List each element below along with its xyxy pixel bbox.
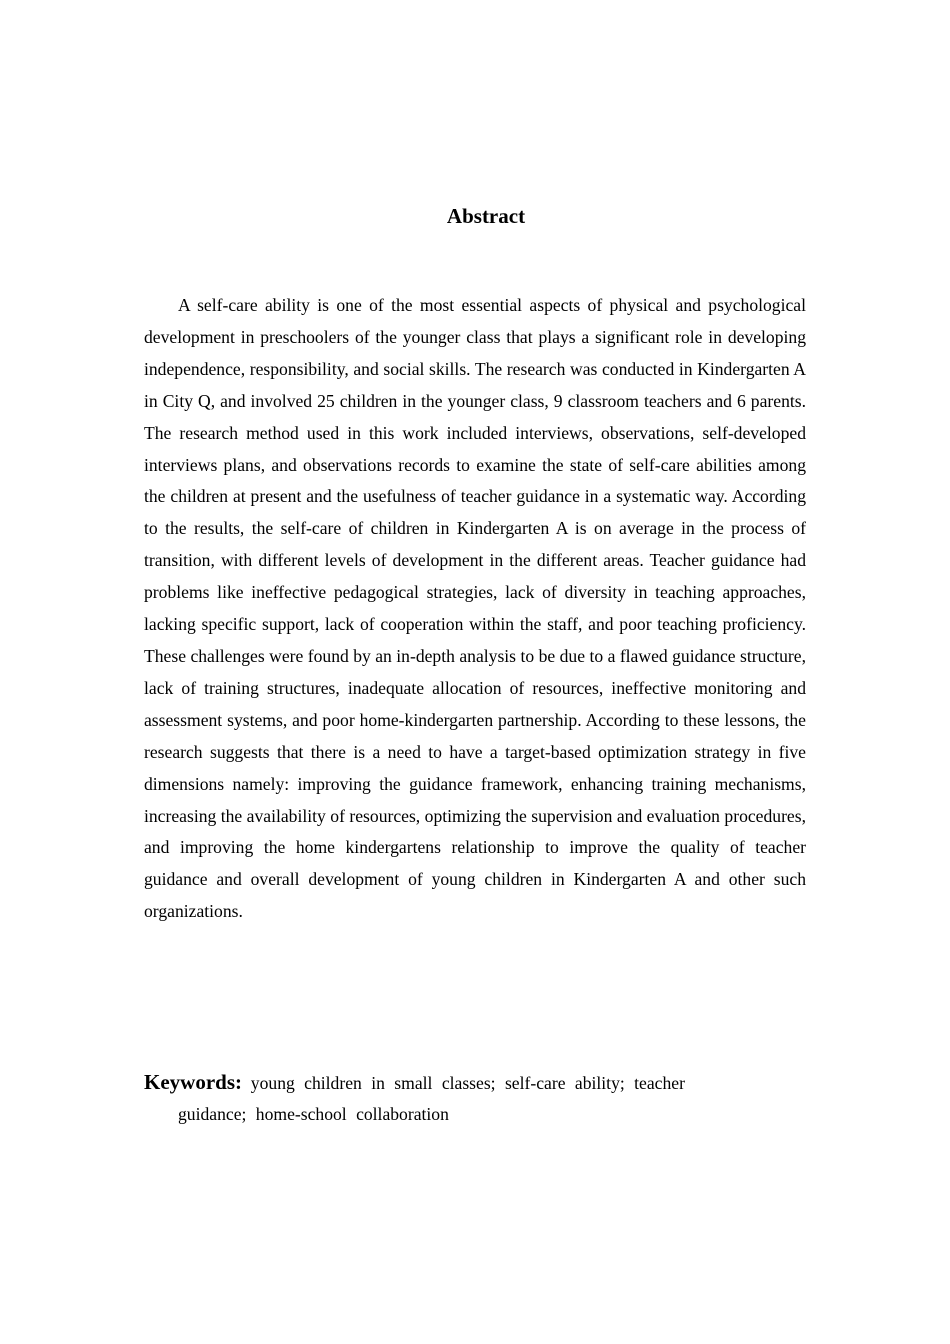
abstract-heading: Abstract — [446, 204, 526, 228]
keywords-text-2: guidance; home-school collaboration — [178, 1104, 449, 1124]
keywords-line-2 — [144, 1099, 744, 1130]
keywords-label: Keywords: — [144, 1070, 242, 1094]
abstract-body: A self-care ability is one of the most essential aspects of physical and psychological development in preschoolers of the younger class that plays a significant role in developing independence, responsibility, and social skills. The research was conducted in Kindergarten A in City Q, and involved 25 children in the younger class, 9 classroom teachers and 6 parents. The research method used in this work included interviews, observations, self-developed interviews plans, and observations records to examine the state of self-care abilities among the children at present and the usefulness of teacher guidance in a systematic way. According to the results, the self-care of children in Kindergarten A is on average in the process of transition, with different levels of development in the different areas. Teacher guidance had problems like ineffective pedagogical strategies, lack of diversity in teaching approaches, lacking specific support, lack of cooperation within the staff, and poor teaching proficiency. These challenges were found by an in-depth analysis to be due to a flawed guidance structure, lack of training structures, inadequate allocation of resources, ineffective monitoring and assessment systems, and poor home-kindergarten partnership. According to these lessons, the research suggests that there is a need to have a target-based optimization strategy in five dimensions namely: improving the guidance framework, enhancing training mechanisms, increasing the availability of resources, optimizing the supervision and evaluation procedures, and improving the home kindergartens relationship to improve the quality of teacher guidance and overall development of young children in Kindergarten A and other such organizations. — [144, 295, 806, 922]
keywords-line-1 — [144, 1067, 744, 1099]
keywords-text-1: young children in small classes; self-care ability; teacher — [250, 1073, 685, 1093]
keywords-section — [144, 1067, 744, 1130]
